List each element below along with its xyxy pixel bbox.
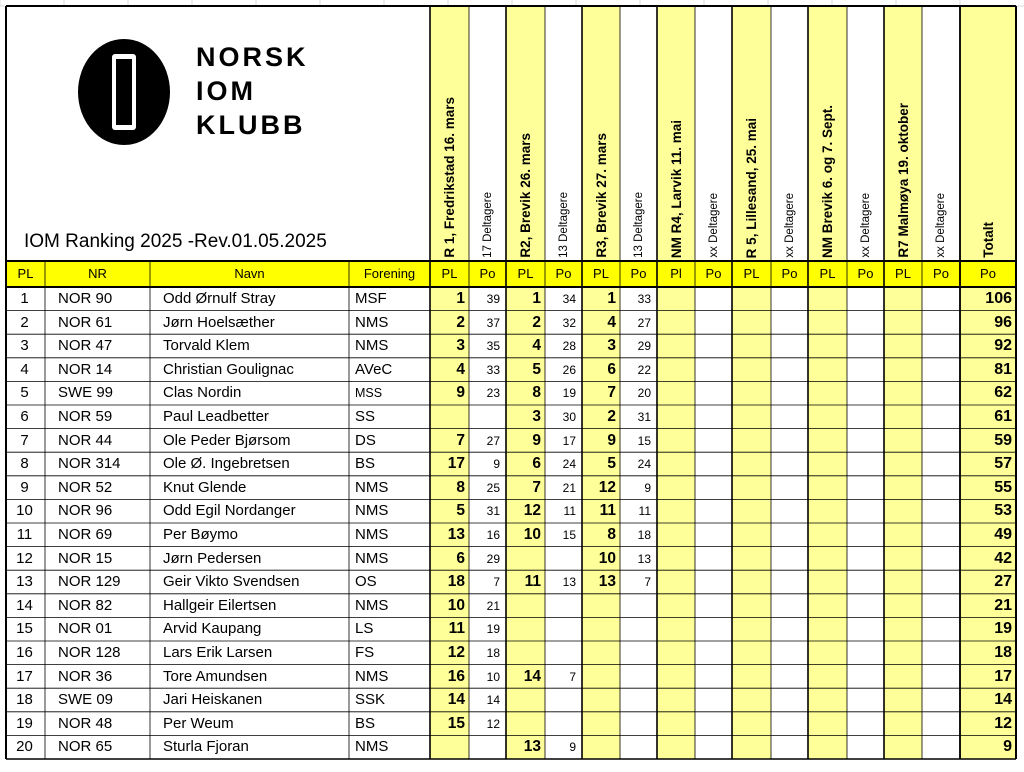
- rank-cell: 7: [20, 431, 29, 449]
- race-points-cell: [620, 735, 651, 759]
- race-points-cell: 11: [638, 504, 651, 519]
- header-race-po: Po: [630, 266, 647, 281]
- race-points-cell: 28: [562, 339, 576, 354]
- race-points-cell: 16: [486, 528, 500, 542]
- logo-line-2: IOM: [196, 76, 256, 106]
- table-row: [6, 594, 1016, 618]
- race-points-cell: [620, 688, 651, 712]
- club-cell: NMS: [355, 667, 389, 685]
- sailor-name-cell: Ole Ø. Ingebretsen: [163, 455, 290, 473]
- race-points-cell: 27: [486, 433, 500, 448]
- sail-number-cell: NOR 52: [58, 478, 113, 496]
- total-label: Totalt: [980, 222, 996, 258]
- race-points-cell: 7: [569, 669, 576, 684]
- table-row: [6, 617, 1016, 641]
- header-total: Po: [980, 266, 996, 281]
- race-place-cell: 2: [456, 313, 465, 331]
- race-points-cell: 31: [637, 410, 651, 424]
- rank-cell: 2: [20, 313, 29, 331]
- club-cell: MSF: [355, 290, 387, 307]
- race-points-cell: 9: [569, 740, 576, 755]
- rank-cell: 4: [20, 360, 29, 378]
- race-points-cell: 17: [562, 433, 576, 448]
- race-name-header: [884, 10, 922, 258]
- sailor-name-cell: Ole Peder Bjørsom: [163, 431, 291, 449]
- club-cell: AVeC: [355, 360, 393, 378]
- race-points-cell: 19: [486, 622, 500, 637]
- club-cell: LS: [355, 620, 374, 638]
- club-cell: NMS: [355, 549, 389, 567]
- race-points-cell: [620, 594, 651, 618]
- race-place-cell: 3: [456, 337, 465, 355]
- race-place-cell: 17: [447, 455, 465, 473]
- race-place-cell: 11: [599, 502, 616, 520]
- sailor-name-cell: Jari Heiskanen: [163, 691, 263, 709]
- race-place-cell: 3: [607, 337, 616, 355]
- race-participants-header: [620, 10, 657, 258]
- race-name: NM Brevik 6. og 7. Sept.: [820, 104, 835, 258]
- total-points-cell: 27: [994, 573, 1012, 591]
- logo-text: [196, 40, 309, 142]
- rank-cell: 14: [16, 596, 33, 614]
- header-race-pl: PL: [593, 266, 609, 281]
- table-row: [6, 665, 1016, 689]
- race-points-cell: [545, 688, 576, 712]
- table-row: [6, 735, 1016, 759]
- race-place-cell: 12: [447, 644, 465, 661]
- table-row: [6, 712, 1016, 736]
- race-participants: xx Deltagere: [707, 193, 720, 258]
- race-points-cell: 19: [562, 386, 576, 401]
- race-points-cell: [545, 594, 576, 618]
- race-place-cell: 9: [607, 431, 616, 449]
- total-points-cell: 17: [994, 667, 1012, 685]
- sailor-name-cell: Hallgeir Eilertsen: [163, 596, 277, 614]
- header-race-pl: Pl: [670, 266, 682, 281]
- race-points-cell: 13: [637, 551, 651, 566]
- race-points-cell: 25: [486, 480, 500, 495]
- race-points-cell: 37: [486, 315, 500, 330]
- total-points-cell: 18: [994, 644, 1012, 661]
- race-participants: xx Deltagere: [859, 193, 872, 258]
- race-place-cell: 10: [523, 526, 541, 543]
- race-points-cell: [620, 641, 651, 665]
- rank-cell: 15: [16, 620, 33, 638]
- header-race-po: Po: [479, 266, 496, 281]
- race-name-header: [582, 10, 620, 258]
- total-points-cell: 14: [994, 691, 1012, 709]
- race-place-cell: 15: [447, 714, 465, 732]
- rank-cell: 11: [16, 526, 33, 543]
- header-race-pl: PL: [895, 266, 911, 281]
- sailor-name-cell: Jørn Hoelsæther: [163, 313, 275, 331]
- sail-number-cell: NOR 48: [58, 714, 113, 732]
- sail-number-cell: NOR 47: [58, 337, 113, 355]
- sail-number-cell: NOR 36: [58, 667, 113, 685]
- rank-cell: 19: [16, 714, 33, 732]
- race-points-cell: 33: [637, 292, 651, 306]
- race-points-cell: [469, 405, 500, 429]
- race-place-cell: 1: [456, 290, 465, 307]
- sailor-name-cell: Knut Glende: [163, 478, 247, 496]
- race-points-cell: [469, 735, 500, 759]
- race-participants-header: [695, 10, 732, 258]
- race-points-cell: 39: [486, 292, 500, 306]
- table-row: [6, 405, 1016, 429]
- race-place-cell: [430, 735, 465, 759]
- sail-number-cell: NOR 96: [58, 502, 113, 520]
- header-race-pl: PL: [819, 266, 836, 281]
- race-points-cell: 15: [637, 433, 651, 448]
- header-race-pl: PL: [441, 266, 458, 281]
- race-place-cell: 12: [523, 502, 541, 520]
- race-place-cell: [582, 735, 616, 759]
- race-place-cell: [506, 594, 541, 618]
- race-place-cell: 13: [447, 526, 465, 543]
- sailor-name-cell: Per Bøymo: [163, 526, 239, 543]
- race-place-cell: 10: [598, 549, 616, 567]
- race-participants: 13 Deltagere: [557, 192, 570, 258]
- sail-number-cell: NOR 65: [58, 738, 113, 756]
- total-points-cell: 62: [994, 384, 1012, 402]
- header-nr: NR: [88, 266, 107, 281]
- sailor-name-cell: Clas Nordin: [163, 384, 242, 402]
- race-place-cell: 4: [607, 313, 616, 331]
- rank-cell: 18: [16, 691, 33, 709]
- race-place-cell: 5: [456, 502, 465, 520]
- sail-number-cell: SWE 09: [58, 691, 114, 709]
- race-name: R2, Brevik 26. mars: [518, 133, 533, 258]
- race-points-cell: 34: [562, 292, 576, 306]
- race-place-cell: 12: [598, 478, 616, 496]
- race-place-cell: 18: [447, 573, 465, 591]
- race-points-cell: 29: [637, 339, 651, 354]
- race-place-cell: 10: [447, 596, 465, 614]
- sailor-name-cell: Christian Goulignac: [163, 360, 294, 378]
- total-points-cell: 19: [994, 620, 1012, 638]
- sailor-name-cell: Arvid Kaupang: [163, 620, 262, 638]
- rank-cell: 1: [20, 290, 29, 307]
- race-participants-header: [771, 10, 808, 258]
- table-row: [6, 287, 1016, 311]
- race-place-cell: 11: [524, 573, 541, 591]
- race-place-cell: 14: [447, 691, 465, 709]
- table-row: [6, 499, 1016, 523]
- table-row: [6, 547, 1016, 571]
- total-points-cell: 12: [994, 714, 1012, 732]
- sailor-name-cell: Sturla Fjoran: [163, 738, 249, 756]
- race-points-cell: 18: [486, 646, 500, 660]
- race-points-cell: 21: [562, 480, 576, 495]
- race-place-cell: 16: [447, 667, 465, 685]
- club-cell: NMS: [355, 526, 389, 543]
- sail-number-cell: SWE 99: [58, 384, 114, 402]
- rank-cell: 13: [16, 573, 33, 591]
- race-place-cell: 1: [607, 290, 616, 307]
- total-points-cell: 96: [994, 313, 1012, 331]
- race-points-cell: 20: [637, 386, 651, 401]
- total-points-cell: 21: [994, 596, 1012, 614]
- sailor-name-cell: Per Weum: [163, 714, 234, 732]
- rank-cell: 16: [16, 644, 33, 661]
- header-race-pl: PL: [743, 266, 760, 281]
- table-row: [6, 452, 1016, 476]
- sail-number-cell: NOR 129: [58, 573, 121, 591]
- race-name-header: [506, 10, 545, 258]
- race-place-cell: [506, 688, 541, 712]
- race-place-cell: [582, 688, 616, 712]
- race-participants: xx Deltagere: [783, 193, 796, 258]
- sail-number-cell: NOR 01: [58, 620, 113, 638]
- race-participants: 13 Deltagere: [632, 192, 645, 258]
- race-place-cell: 6: [607, 360, 616, 378]
- race-points-cell: 30: [562, 410, 576, 424]
- race-points-cell: [545, 641, 576, 665]
- race-place-cell: [506, 641, 541, 665]
- race-place-cell: [506, 712, 541, 736]
- race-points-cell: 24: [637, 457, 651, 472]
- total-points-cell: 61: [994, 408, 1012, 425]
- total-points-cell: 42: [994, 549, 1012, 567]
- race-place-cell: 5: [532, 360, 541, 378]
- race-name: R3, Brevik 27. mars: [593, 133, 609, 258]
- race-place-cell: 6: [456, 549, 465, 567]
- race-name-header: [808, 10, 847, 258]
- race-participants-header: [847, 10, 884, 258]
- race-points-cell: [620, 617, 651, 641]
- sail-number-cell: NOR 15: [58, 549, 113, 567]
- race-points-cell: 27: [637, 315, 651, 330]
- total-points-cell: 55: [994, 478, 1012, 496]
- header-race-po: Po: [555, 266, 572, 281]
- table-row: [6, 334, 1016, 358]
- header-race-pl: PL: [517, 266, 534, 281]
- race-points-cell: 12: [486, 716, 500, 731]
- logo-line-1: NORSK: [196, 42, 309, 72]
- column-header-row: [6, 261, 1016, 287]
- header-name: Navn: [234, 266, 265, 281]
- race-place-cell: 13: [523, 738, 541, 756]
- race-place-cell: 2: [607, 408, 616, 425]
- sailor-name-cell: Odd Ørnulf Stray: [163, 290, 276, 307]
- header-race-po: Po: [781, 266, 798, 281]
- sail-number-cell: NOR 69: [58, 526, 113, 543]
- race-place-cell: [506, 547, 541, 571]
- race-place-cell: 8: [456, 478, 465, 496]
- race-place-cell: [582, 641, 616, 665]
- rank-cell: 3: [20, 337, 29, 355]
- header-pl: PL: [17, 266, 34, 281]
- sailor-name-cell: Torvald Klem: [163, 337, 250, 355]
- race-points-cell: 7: [493, 575, 500, 590]
- race-place-cell: 13: [598, 573, 616, 591]
- race-points-cell: 13: [562, 575, 576, 590]
- race-place-cell: 2: [532, 313, 541, 331]
- race-place-cell: [582, 665, 616, 689]
- club-cell: DS: [355, 431, 376, 449]
- club-cell: BS: [355, 455, 376, 473]
- club-cell: NMS: [355, 502, 389, 520]
- race-place-cell: 4: [456, 360, 465, 378]
- club-cell: BS: [355, 714, 376, 732]
- race-points-cell: 26: [562, 362, 576, 377]
- rank-cell: 17: [16, 667, 33, 685]
- race-points-cell: [620, 665, 651, 689]
- race-points-cell: 33: [486, 362, 500, 377]
- race-name: NM R4, Larvik 11. mai: [668, 119, 684, 258]
- race-place-cell: [582, 712, 616, 736]
- total-header: [960, 10, 1016, 258]
- race-points-cell: 7: [644, 575, 651, 590]
- race-points-cell: 18: [637, 528, 651, 542]
- race-place-cell: 11: [448, 620, 465, 638]
- club-cell: NMS: [355, 478, 389, 496]
- race-points-cell: 32: [562, 315, 576, 330]
- race-points-cell: 9: [493, 457, 500, 472]
- rank-cell: 12: [16, 549, 33, 567]
- table-row: [6, 429, 1016, 453]
- race-points-cell: 15: [562, 528, 576, 542]
- sailor-name-cell: Paul Leadbetter: [163, 408, 269, 425]
- race-place-cell: 7: [607, 384, 616, 402]
- club-cell: NMS: [355, 596, 389, 614]
- race-participants-header: [469, 10, 506, 258]
- rank-cell: 9: [20, 478, 29, 496]
- sailor-name-cell: Odd Egil Nordanger: [163, 502, 296, 520]
- sailor-name-cell: Jørn Pedersen: [163, 549, 262, 567]
- race-points-cell: 24: [562, 457, 576, 472]
- race-points-cell: 22: [637, 362, 651, 377]
- race-points-cell: 14: [486, 693, 500, 708]
- race-place-cell: 3: [532, 408, 541, 425]
- sailor-name-cell: Lars Erik Larsen: [163, 644, 273, 661]
- race-place-cell: [430, 405, 465, 429]
- race-place-cell: 1: [532, 290, 541, 307]
- race-participants: xx Deltagere: [935, 193, 947, 258]
- total-points-cell: 53: [994, 502, 1012, 520]
- rank-cell: 10: [16, 502, 33, 520]
- sail-number-cell: NOR 314: [58, 455, 121, 473]
- table-row: [6, 311, 1016, 335]
- table-row: [6, 476, 1016, 500]
- rank-cell: 8: [20, 455, 29, 473]
- sail-number-cell: NOR 61: [58, 313, 113, 331]
- race-points-cell: [545, 617, 576, 641]
- sail-number-cell: NOR 14: [58, 360, 113, 378]
- total-points-cell: 57: [994, 455, 1012, 473]
- race-place-cell: 9: [532, 431, 541, 449]
- race-place-cell: 9: [456, 384, 465, 402]
- club-cell: NMS: [355, 313, 389, 331]
- race-place-cell: 6: [532, 455, 541, 473]
- table-row: [6, 381, 1016, 405]
- sail-number-cell: NOR 44: [58, 431, 113, 449]
- race-points-cell: 9: [644, 480, 651, 495]
- sail-number-cell: NOR 128: [58, 644, 121, 661]
- norsk-iom-klubb-logo: [77, 38, 171, 146]
- club-cell: SSK: [355, 691, 386, 709]
- race-points-cell: [620, 712, 651, 736]
- race-name-header: [732, 10, 771, 258]
- rank-cell: 6: [20, 408, 29, 425]
- total-points-cell: 92: [994, 337, 1012, 355]
- sail-number-cell: NOR 59: [58, 408, 113, 425]
- total-points-cell: 106: [985, 290, 1012, 307]
- club-cell: NMS: [355, 738, 389, 756]
- race-name: R 5, Lillesand, 25. mai: [744, 117, 759, 258]
- total-points-cell: 9: [1003, 738, 1012, 756]
- race-name-header: [430, 10, 469, 258]
- race-place-cell: 4: [532, 337, 541, 355]
- race-name-header: [657, 10, 695, 258]
- race-participants: 17 Deltagere: [481, 192, 494, 258]
- race-place-cell: 7: [532, 478, 541, 496]
- race-place-cell: 14: [523, 667, 541, 685]
- race-points-cell: 10: [486, 669, 500, 684]
- header-race-po: Po: [705, 266, 722, 281]
- sailor-name-cell: Geir Vikto Svendsen: [163, 573, 300, 591]
- total-points-cell: 81: [994, 360, 1012, 378]
- race-place-cell: 7: [456, 431, 465, 449]
- race-points-cell: 23: [486, 386, 500, 401]
- header-race-po: Po: [933, 266, 949, 281]
- race-name: R 1, Fredrikstad 16. mars: [442, 97, 457, 258]
- race-place-cell: 5: [607, 455, 616, 473]
- race-points-cell: 31: [486, 504, 500, 519]
- race-place-cell: 8: [607, 526, 616, 543]
- page-title: IOM Ranking 2025 -Rev.01.05.2025: [24, 231, 327, 252]
- race-place-cell: [582, 617, 616, 641]
- club-cell: OS: [355, 573, 377, 591]
- club-cell: NMS: [355, 337, 389, 355]
- club-cell: SS: [355, 408, 376, 425]
- race-participants-header: [922, 10, 960, 258]
- race-points-cell: 29: [486, 551, 500, 566]
- rank-cell: 5: [20, 384, 29, 402]
- table-row: [6, 688, 1016, 712]
- header-race-po: Po: [857, 266, 874, 281]
- race-points-cell: [545, 712, 576, 736]
- rank-cell: 20: [16, 738, 33, 756]
- race-place-cell: [506, 617, 541, 641]
- race-place-cell: [582, 594, 616, 618]
- table-row: [6, 641, 1016, 665]
- table-row: [6, 358, 1016, 382]
- race-points-cell: 21: [486, 598, 500, 613]
- table-row: [6, 570, 1016, 594]
- table-row: [6, 523, 1016, 547]
- race-points-cell: 35: [486, 339, 500, 354]
- header-club: Forening: [363, 266, 416, 281]
- total-points-cell: 49: [994, 526, 1012, 543]
- total-points-cell: 59: [994, 431, 1012, 449]
- race-name: R7 Malmøya 19. oktober: [895, 103, 911, 258]
- race-place-cell: 8: [532, 384, 541, 402]
- club-cell: FS: [355, 644, 375, 661]
- race-points-cell: 11: [563, 504, 576, 519]
- sailor-name-cell: Tore Amundsen: [163, 667, 268, 685]
- sail-number-cell: NOR 82: [58, 596, 113, 614]
- club-cell: MSS: [355, 386, 383, 401]
- race-participants-header: [545, 10, 582, 258]
- logo-line-3: KLUBB: [196, 110, 306, 140]
- sail-number-cell: NOR 90: [58, 290, 113, 307]
- race-points-cell: [545, 547, 576, 571]
